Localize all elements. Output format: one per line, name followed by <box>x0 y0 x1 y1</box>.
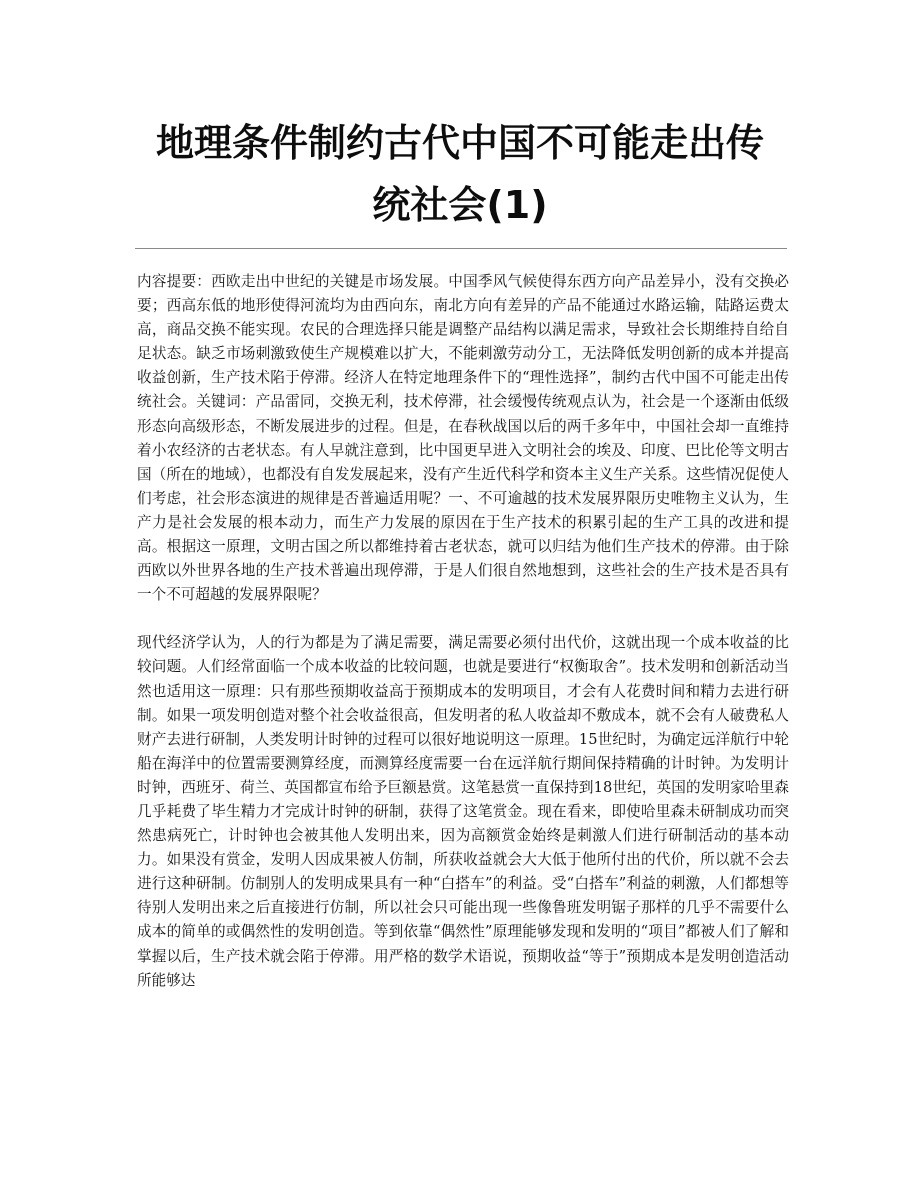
paragraph-abstract: 内容提要：西欧走出中世纪的关键是市场发展。中国季风气候使得东西方向产品差异小，没有交换必要；西高东低的地形使得河流均为由西向东，南北方向有差异的产品不能通过水路运输，陆路运费太高，商品交换不能实现。农民的合理选择只能是调整产品结构以满足需求，导致社会长期维持自给自足状态。缺乏市场刺激致使生产规模难以扩大，不能刺激劳动分工，无法降低发明创新的成本并提高收益创新，生产技术陷于停滞。经济人在特定地理条件下的“理性选择”，制约古代中国不可能走出传统社会。关键词：产品雷同，交换无利，技术停滞，社会缓慢传统观点认为，社会是一个逐渐由低级形态向高级形态，不断发展进步的过程。但是，在春秋战国以后的两千多年中，中国社会却一直维持着小农经济的古老状态。有人早就注意到，比中国更早进入文明社会的埃及、印度、巴比伦等文明古国（所在的地域），也都没有自发发展起来，没有产生近代科学和资本主义生产关系。这些情况促使人们考虑，社会形态演进的规律是否普遍适用呢？一、不可逾越的技术发展界限历史唯物主义认为，生产力是社会发展的根本动力，而生产力发展的原因在于生产技术的积累引起的生产工具的改进和提高。根据这一原理，文明古国之所以都维持着古老状态，就可以归结为他们生产技术的停滞。由于除西欧以外世界各地的生产技术普遍出现停滞，于是人们很自然地想到，这些社会的生产技术是否具有一个不可超越的发展界限呢？ <box>137 273 789 604</box>
title-line-2: 统社会(1) <box>372 183 548 227</box>
paragraph-economics: 现代经济学认为，人的行为都是为了满足需要，满足需要必须付出代价，这就出现一个成本收益的比较问题。人们经常面临一个成本收益的比较问题，也就是要进行“权衡取舍”。技术发明和创新活动当然也适用这一原理：只有那些预期收益高于预期成本的发明项目，才会有人花费时间和精力去进行研制。如果一项发明创造对整个社会收益很高，但发明者的私人收益却不敷成本，就不会有人破费私人财产去进行研制，人类发明计时钟的过程可以很好地说明这一原理。15世纪时，为确定远洋航行中轮船在海洋中的位置需要测算经度，而测算经度需要一台在远洋航行期间保持精确的计时钟。为发明计时钟，西班牙、荷兰、英国都宣布给予巨额悬赏。这笔悬赏一直保持到18世纪，英国的发明家哈里森几乎耗费了毕生精力才完成计时钟的研制，获得了这笔赏金。现在看来，即使哈里森未研制成功而突然患病死亡，计时钟也会被其他人发明出来，因为高额赏金始终是刺激人们进行研制活动的基本动力。如果没有赏金，发明人因成果被人仿制，所获收益就会大大低于他所付出的代价，所以就不会去进行这种研制。仿制别人的发明成果具有一种“白搭车”的利益。受“白搭车”利益的刺激，人们都想等待别人发明出来之后直接进行仿制，所以社会只可能出现一些像鲁班发明锯子那样的几乎不需要什么成本的简单的或偶然性的发明创造。等到依靠“偶然性”原理能够发现和发明的“项目”都被人们了解和掌握以后，生产技术就会陷于停滞。用严格的数学术语说，预期收益“等于”预期成本是发明创造活动所能够达 <box>137 634 789 989</box>
title-divider <box>135 248 787 249</box>
document-title <box>120 112 800 236</box>
document-body <box>137 270 789 993</box>
title-line-1: 地理条件制约古代中国不可能走出传 <box>155 121 764 165</box>
